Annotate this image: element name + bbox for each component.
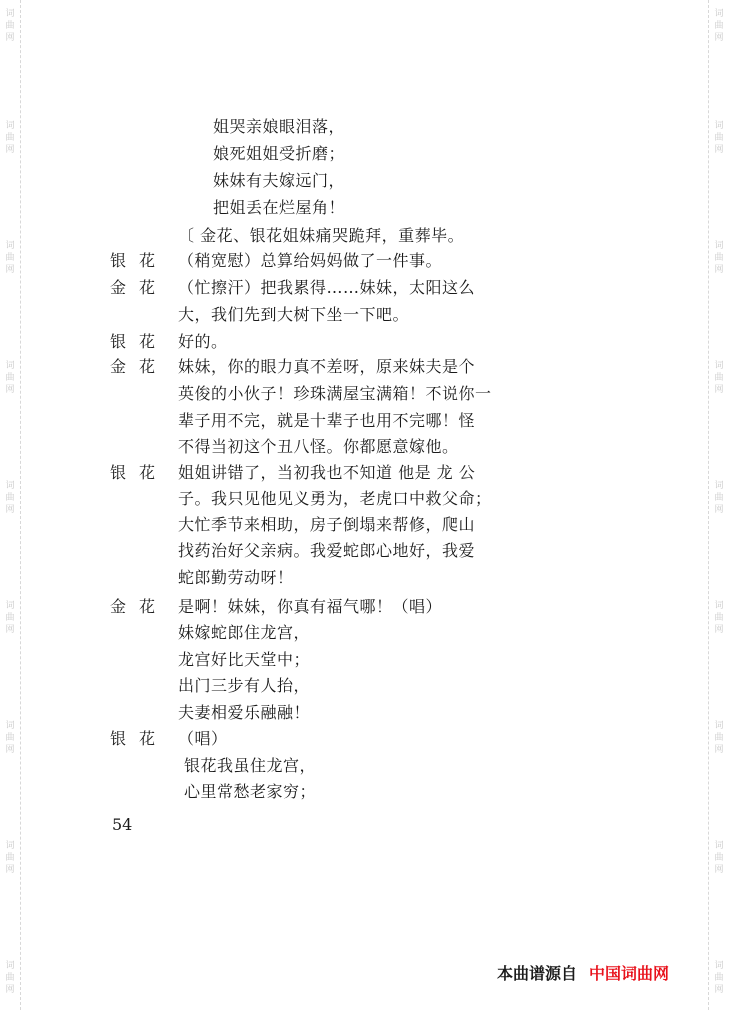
lyric-line: 出门三步有人抬， (178, 676, 311, 695)
source-credit (497, 961, 669, 984)
watermark-mark: 词 曲 网 (714, 481, 724, 515)
lyric-line: 把姐丢在烂屋角！ (213, 198, 346, 217)
watermark-mark: 词 曲 网 (5, 241, 15, 275)
speaker-label: 银花 (110, 251, 169, 270)
dialogue-line: 姐姐讲错了，当初我也不知道 他是 龙 公 (178, 463, 476, 482)
speaker-label: 银花 (110, 729, 169, 748)
watermark-mark: 词 曲 网 (714, 601, 724, 635)
watermark-mark: 词 曲 网 (714, 9, 724, 43)
watermark-mark: 词 曲 网 (5, 601, 15, 635)
lyric-line: 妹妹有夫嫁远门， (213, 171, 346, 190)
speaker-label: 银花 (110, 463, 169, 482)
dialogue-line: 是啊！妹妹，你真有福气哪！（唱） (178, 597, 443, 616)
watermark-mark: 词 曲 网 (5, 841, 15, 875)
dialogue-line: 蛇郎勤劳动呀！ (178, 568, 294, 587)
watermark-mark: 词 曲 网 (5, 121, 15, 155)
dialogue-line: 辈子用不完，就是十辈子也用不完哪！怪 (178, 411, 476, 430)
dialogue-line: 子。我只见他见义勇为，老虎口中救父命； (178, 489, 492, 508)
watermark-mark: 词 曲 网 (714, 241, 724, 275)
watermark-mark: 词 曲 网 (5, 961, 15, 995)
dialogue-line: （唱） (178, 729, 228, 748)
speaker-label: 银花 (110, 332, 169, 351)
dialogue-line: 英俊的小伙子！珍珠满屋宝满箱！不说你一 (178, 384, 492, 403)
dialogue-line: 不得当初这个丑八怪。你都愿意嫁他。 (178, 437, 459, 456)
lyric-line: 龙宫好比天堂中； (178, 650, 311, 669)
dialogue-line: 妹妹，你的眼力真不差呀，原来妹夫是个 (178, 357, 476, 376)
dialogue-line: 大，我们先到大树下坐一下吧。 (178, 305, 410, 324)
lyric-line: 姐哭亲娘眼泪落， (213, 117, 346, 136)
lyric-line: 夫妻相爱乐融融！ (178, 703, 311, 722)
lyric-line: 娘死姐姐受折磨； (213, 144, 346, 163)
watermark-mark: 词 曲 网 (714, 841, 724, 875)
speaker-label: 金花 (110, 278, 169, 297)
watermark-mark: 词 曲 网 (5, 9, 15, 43)
stage-direction: 〔 金花、银花姐妹痛哭跪拜，重葬毕。 (178, 226, 465, 245)
dialogue-line: （稍宽慰）总算给妈妈做了一件事。 (178, 251, 443, 270)
dialogue-line: 大忙季节来相助，房子倒塌来帮修，爬山 (178, 515, 476, 534)
watermark-mark: 词 曲 网 (5, 481, 15, 515)
watermark-mark: 词 曲 网 (714, 121, 724, 155)
speaker-label: 金花 (110, 357, 169, 376)
source-label: 本曲谱源自 (497, 964, 578, 983)
watermark-mark: 词 曲 网 (714, 721, 724, 755)
lyric-line: 心里常愁老家穷； (184, 782, 317, 801)
page-number: 54 (112, 815, 133, 834)
speaker-label: 金花 (110, 597, 169, 616)
lyric-line: 银花我虽住龙宫， (184, 756, 317, 775)
dialogue-line: 好的。 (178, 332, 228, 351)
dialogue-line: 找药治好父亲病。我爱蛇郎心地好，我爱 (178, 541, 476, 560)
lyric-line: 妹嫁蛇郎住龙宫， (178, 623, 311, 642)
watermark-mark: 词 曲 网 (5, 721, 15, 755)
watermark-mark: 词 曲 网 (5, 361, 15, 395)
watermark-mark: 词 曲 网 (714, 961, 724, 995)
source-site-link[interactable]: 中国词曲网 (589, 964, 670, 983)
dialogue-line: （忙擦汗）把我累得……妹妹，太阳这么 (178, 278, 476, 297)
watermark-mark: 词 曲 网 (714, 361, 724, 395)
